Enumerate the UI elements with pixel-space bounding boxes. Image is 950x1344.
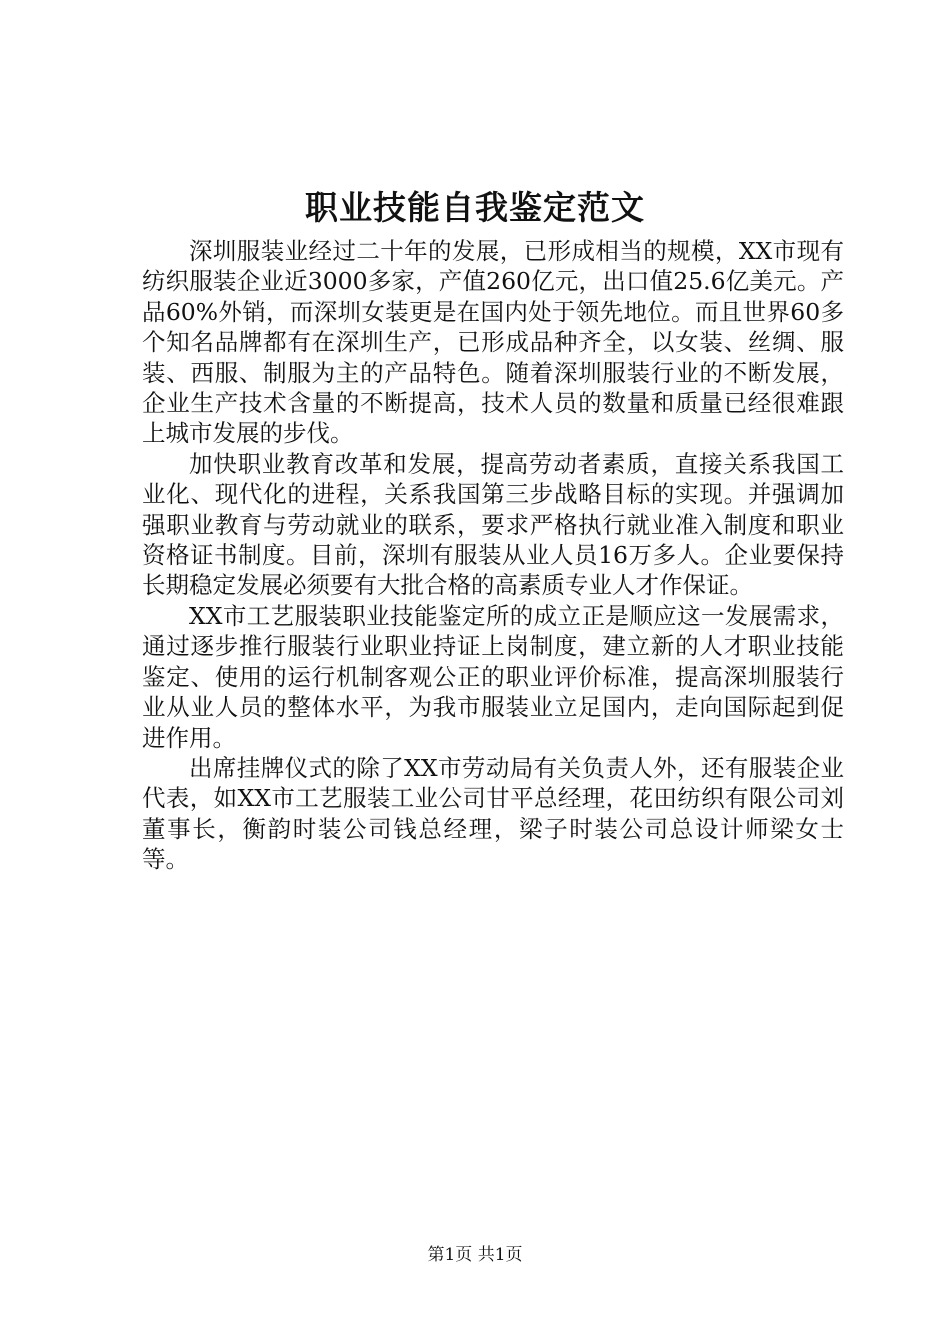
document-body <box>142 236 844 875</box>
paragraph-3: XX市工艺服装职业技能鉴定所的成立正是顺应这一发展需求，通过逐步推行服装行业职业持证上岗制度，建立新的人才职业技能鉴定、使用的运行机制客观公正的职业评价标准，提高深圳服装行业从业人员的整体水平，为我市服装业立足国内，走向国际起到促进作用。 <box>142 601 844 752</box>
paragraph-4: 出席挂牌仪式的除了XX市劳动局有关负责人外，还有服装企业代表，如XX市工艺服装工业公司甘平总经理，花田纺织有限公司刘董事长，衡韵时装公司钱总经理，梁子时装公司总设计师梁女士等。 <box>142 753 844 874</box>
page-number: 第1页 共1页 <box>427 1245 523 1265</box>
paragraph-2: 加快职业教育改革和发展，提高劳动者素质，直接关系我国工业化、现代化的进程，关系我国第三步战略目标的实现。并强调加强职业教育与劳动就业的联系，要求严格执行就业准入制度和职业资格证书制度。目前，深圳有服装从业人员16万多人。企业要保持长期稳定发展必须要有大批合格的高素质专业人才作保证。 <box>142 449 844 600</box>
page-footer <box>0 1243 950 1267</box>
document-title: 职业技能自我鉴定范文 <box>305 188 645 227</box>
paragraph-1: 深圳服装业经过二十年的发展，已形成相当的规模，XX市现有纺织服装企业近3000多家，产值260亿元，出口值25.6亿美元。产品60%外销，而深圳女装更是在国内处于领先地位。而且世界60多个知名品牌都有在深圳生产，已形成品种齐全，以女装、丝绸、服装、西服、制服为主的产品特色。随着深圳服装行业的不断发展，企业生产技术含量的不断提高，技术人员的数量和质量已经很难跟上城市发展的步伐。 <box>142 237 844 448</box>
